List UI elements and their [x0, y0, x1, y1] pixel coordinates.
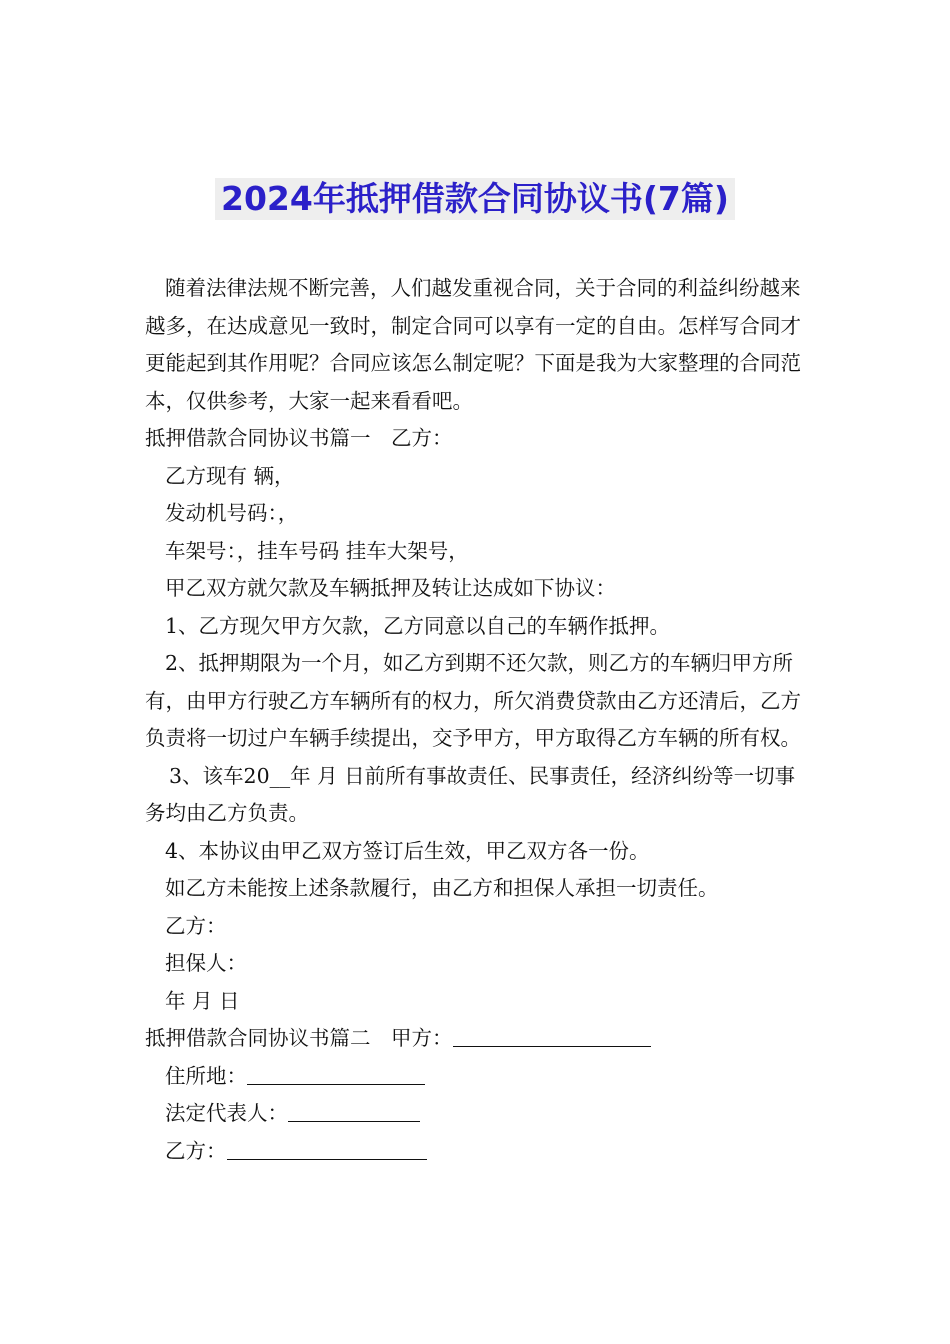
s1-sign-date: 年 月 日 [165, 988, 240, 1013]
intro-paragraph: 随着法律法规不断完善，人们越发重视合同，关于合同的利益纠纷越来越多，在达成意见一致时，制定合同可以享有一定的自由。怎样写合同才更能起到其作用呢？合同应该怎么制定呢？下面是我为大家整理的合同范本，仅供参考，大家一起来看看吧。 [145, 276, 801, 413]
s1-item2: 2、抵押期限为一个月，如乙方到期不还欠款，则乙方的车辆归甲方所有，由甲方行驶乙方车辆所有的权力，所欠消费贷款由乙方还清后，乙方负责将一切过户车辆手续提出，交予甲方，甲方取得乙方车辆的所有权。 [145, 651, 801, 750]
s2-party-b-line [145, 1133, 805, 1171]
s1-sign-party-b: 乙方： [165, 913, 227, 938]
s2-party-b-label: 乙方： [165, 1138, 227, 1163]
s1-line1: 乙方现有 辆， [165, 463, 295, 488]
party-b-blank-line [227, 1135, 427, 1160]
address-blank-line [247, 1060, 425, 1085]
party-a-blank-line [453, 1022, 651, 1047]
legal-rep-blank-line [288, 1097, 420, 1122]
s2-address-line [145, 1058, 805, 1096]
s2-address-label: 住所地： [165, 1063, 247, 1088]
s1-item4: 4、本协议由甲乙双方签订后生效，甲乙双方各一份。 [165, 838, 650, 863]
s1-note: 如乙方未能按上述条款履行，由乙方和担保人承担一切责任。 [165, 876, 719, 900]
s1-sign-guarantor: 担保人： [165, 951, 247, 975]
section2-heading: 抵押借款合同协议书篇二 甲方： [145, 1026, 453, 1050]
s2-legal-rep-label: 法定代表人： [165, 1101, 288, 1125]
document-body [145, 270, 805, 1170]
s1-item3: 3、该车20__年 月 日前所有事故责任、民事责任，经济纠纷等一切事务均由乙方负责。 [145, 763, 796, 825]
s1-item1: 1、乙方现欠甲方欠款，乙方同意以自己的车辆作抵押。 [165, 613, 671, 638]
section2-heading-line [145, 1020, 805, 1058]
section1-heading: 抵押借款合同协议书篇一 乙方： [145, 426, 453, 450]
s1-line3: 车架号：，挂车号码 挂车大架号， [165, 538, 469, 563]
s2-legal-rep-line [145, 1095, 805, 1133]
title-container [0, 178, 950, 220]
s1-line4: 甲乙双方就欠款及车辆抵押及转让达成如下协议： [165, 576, 616, 600]
s1-line2: 发动机号码：， [165, 501, 299, 525]
document-title: 2024年抵押借款合同协议书(7篇) [215, 178, 735, 220]
